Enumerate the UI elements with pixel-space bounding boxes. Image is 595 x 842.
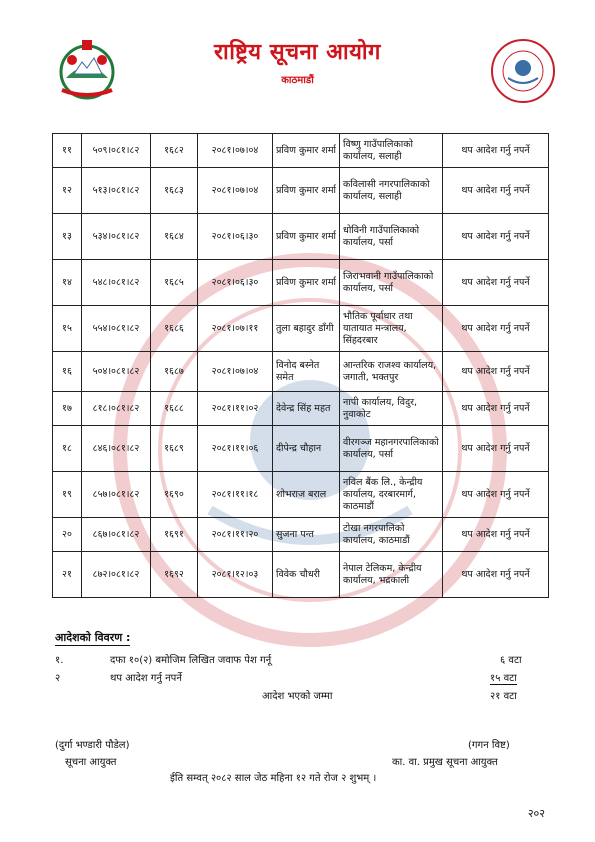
row-serial: १८ (53, 426, 82, 472)
summary-item-num: २ (55, 673, 61, 684)
row-decision: थप आदेश गर्नु नपर्ने (443, 392, 549, 426)
row-registration-number: ५३४।०८१।८२ (82, 214, 151, 260)
row-appellant-name: प्रविण कुमार शर्मा (273, 134, 340, 168)
row-registration-number: ५०९।०८१।८२ (82, 134, 151, 168)
left-signatory-title: सूचना आयुक्त (65, 757, 117, 768)
table-row (53, 472, 549, 518)
row-appellant-name: प्रविण कुमार शर्मा (273, 260, 340, 306)
row-office: नापी कार्यालय, विदुर, नुवाकोट (340, 392, 443, 426)
row-office: कविलासी नगरपालिकाको कार्यालय, सलाही (340, 168, 443, 214)
row-decision-number: १६८९ (151, 426, 198, 472)
row-decision-number: १६९२ (151, 552, 198, 598)
row-decision: थप आदेश गर्नु नपर्ने (443, 426, 549, 472)
row-office: भौतिक पूर्वाधार तथा यातायात मन्त्रालय, सिंहदरबार (340, 306, 443, 352)
right-signatory-title: का. वा. प्रमुख सूचना आयुक्त (392, 757, 498, 768)
row-date: २०८१।११।०६ (198, 426, 273, 472)
row-appellant-name: विवेक चौधरी (273, 552, 340, 598)
row-serial: १७ (53, 392, 82, 426)
row-registration-number: ५४८।०८१।८२ (82, 260, 151, 306)
row-decision: थप आदेश गर्नु नपर्ने (443, 260, 549, 306)
summary-total-label: आदेश भएको जम्मा (262, 691, 333, 702)
table-row (53, 518, 549, 552)
row-office: वीरगञ्ज महानगरपालिकाको कार्यालय, पर्सा (340, 426, 443, 472)
row-decision-number: १६८८ (151, 392, 198, 426)
row-appellant-name: विनोद बस्नेत समेत (273, 352, 340, 392)
row-registration-number: ८७२।०८१।८२ (82, 552, 151, 598)
page-subtitle: काठमाडौं (281, 75, 314, 86)
row-registration-number: ५५४।०८१।८२ (82, 306, 151, 352)
page-title: राष्ट्रिय सूचना आयोग (214, 40, 381, 65)
row-decision-number: १६८४ (151, 214, 198, 260)
table-row (53, 552, 549, 598)
row-office: नविल बैंक लि., केन्द्रीय कार्यालय, दरबारमार्ग, काठमाडौं (340, 472, 443, 518)
row-registration-number: ५०४।०८१।८२ (82, 352, 151, 392)
row-appellant-name: दीपेन्द्र चौहान (273, 426, 340, 472)
summary-item-count: १५ वटा (490, 670, 517, 685)
row-decision-number: १६९१ (151, 518, 198, 552)
table-row (53, 168, 549, 214)
row-date: २०८१।०६।३० (198, 260, 273, 306)
row-decision: थप आदेश गर्नु नपर्ने (443, 518, 549, 552)
footer-line: ईति सम्वत् २०८२ साल जेठ महिना १२ गते रोज २ शुभम् । (170, 773, 377, 784)
row-office: जिराभवानी गाउँपालिकाको कार्यालय, पर्सा (340, 260, 443, 306)
summary-item-count: ६ वटा (500, 655, 522, 666)
table-row (53, 392, 549, 426)
row-decision: थप आदेश गर्नु नपर्ने (443, 352, 549, 392)
row-office: आन्तरिक राजश्व कार्यालय, जगाती, भक्तपुर (340, 352, 443, 392)
row-registration-number: ८६७।०८१।८२ (82, 518, 151, 552)
row-decision-number: १६८७ (151, 352, 198, 392)
row-office: नेपाल टेलिकम, केन्द्रीय कार्यालय, भद्रकाली (340, 552, 443, 598)
row-office: विष्णु गाउँपालिकाको कार्यालय, सलाही (340, 134, 443, 168)
row-serial: १३ (53, 214, 82, 260)
row-appellant-name: तुला बहादुर डाँगी (273, 306, 340, 352)
row-registration-number: ८४६।०८१।८२ (82, 426, 151, 472)
row-decision: थप आदेश गर्नु नपर्ने (443, 306, 549, 352)
row-serial: १६ (53, 352, 82, 392)
table-row (53, 134, 549, 168)
row-serial: १२ (53, 168, 82, 214)
row-decision: थप आदेश गर्नु नपर्ने (443, 552, 549, 598)
row-appellant-name: प्रविण कुमार शर्मा (273, 168, 340, 214)
left-signatory-name: (दुर्गा भण्डारी पौडेल) (55, 740, 130, 751)
row-decision: थप आदेश गर्नु नपर्ने (443, 134, 549, 168)
table-row (53, 306, 549, 352)
row-decision-number: १६८५ (151, 260, 198, 306)
row-date: २०८१।१२।०३ (198, 552, 273, 598)
row-office: टोखा नगरपालिको कार्यालय, काठमाडौं (340, 518, 443, 552)
row-serial: २१ (53, 552, 82, 598)
row-serial: १९ (53, 472, 82, 518)
row-serial: २० (53, 518, 82, 552)
page-number: २०२ (527, 807, 545, 820)
summary-item-num: १. (55, 655, 64, 666)
row-appellant-name: देवेन्द्र सिंह महत (273, 392, 340, 426)
row-serial: १४ (53, 260, 82, 306)
summary-item-label: दफा १०(२) बमोजिम लिखित जवाफ पेश गर्नू (110, 655, 272, 666)
table-row (53, 426, 549, 472)
row-serial: १५ (53, 306, 82, 352)
row-decision-number: १६८२ (151, 134, 198, 168)
row-decision-number: १६८६ (151, 306, 198, 352)
row-registration-number: ५१३।०८१।८२ (82, 168, 151, 214)
row-decision: थप आदेश गर्नु नपर्ने (443, 214, 549, 260)
row-date: २०८१।११।१८ (198, 472, 273, 518)
row-decision-number: १६८३ (151, 168, 198, 214)
summary-title: आदेशको विवरण : (55, 631, 131, 644)
row-appellant-name: प्रविण कुमार शर्मा (273, 214, 340, 260)
table-row (53, 352, 549, 392)
row-serial: ११ (53, 134, 82, 168)
row-decision: थप आदेश गर्नु नपर्ने (443, 472, 549, 518)
row-decision-number: १६९० (151, 472, 198, 518)
row-date: २०८१।११।०२ (198, 392, 273, 426)
row-date: २०८१।०६।३० (198, 214, 273, 260)
table-row (53, 260, 549, 306)
row-date: २०८१।०७।०४ (198, 352, 273, 392)
row-decision: थप आदेश गर्नु नपर्ने (443, 168, 549, 214)
summary-item-label: थप आदेश गर्नु नपर्ने (110, 673, 182, 684)
row-office: धोविनी गाउँपालिकाको कार्यालय, पर्सा (340, 214, 443, 260)
row-appellant-name: शोभराज बराल (273, 472, 340, 518)
row-registration-number: ८५७।०८१।८२ (82, 472, 151, 518)
orders-table (52, 133, 549, 598)
row-date: २०८१।०७।११ (198, 306, 273, 352)
row-date: २०८१।११।२० (198, 518, 273, 552)
right-signatory-name: (गगन विष्ट) (468, 740, 510, 751)
row-registration-number: ८१८।०८१।८२ (82, 392, 151, 426)
row-appellant-name: सुजना पन्त (273, 518, 340, 552)
row-date: २०८१।०७।०४ (198, 168, 273, 214)
table-row (53, 214, 549, 260)
row-date: २०८१।०७।०४ (198, 134, 273, 168)
summary-total-count: २१ वटा (490, 691, 517, 702)
